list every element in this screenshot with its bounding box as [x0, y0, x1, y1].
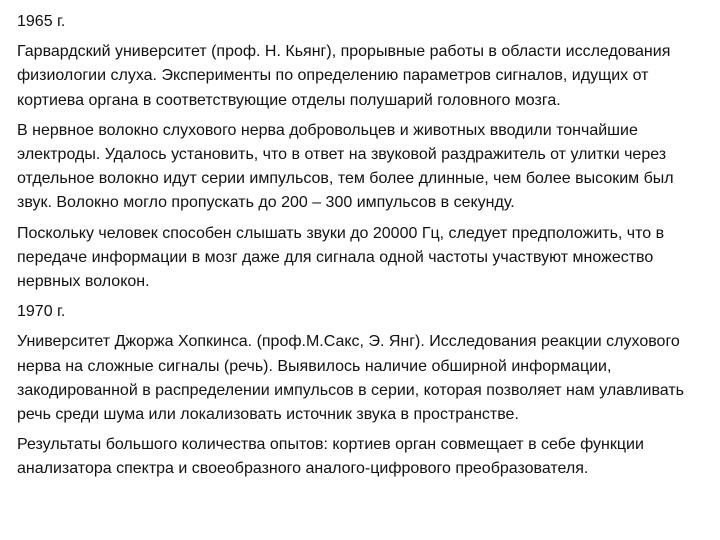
slide-text-body [17, 10, 712, 488]
heading-year-1970: 1970 г. [17, 303, 66, 321]
paragraph-harvard-research: Гарвардский университет (проф. Н. Кьянг), прорывные работы в области исследования физиологии слуха. Эксперименты по определению параметров сигналов, идущих от кортиева органа в соответствующие отделы полушарий головного мозга. [17, 43, 671, 109]
heading-year-1965: 1965 г. [17, 13, 66, 30]
paragraph-hopkins-research: Университет Джоржа Хопкинса. (проф.М.Сакс, Э. Янг). Исследования реакции слухового нерва на сложные сигналы (речь). Выявилось наличие обширной информации, закодированной в распределении импульсов в серии, которая позволяет нам улавливать речь среди шума или локализовать источник звука в пространстве. [17, 333, 685, 424]
paragraph-results: Результаты большого количества опытов: кортиев орган совмещает в себе функции анализатора спектра и своеобразного аналого-цифрового преобразователя. [17, 436, 644, 478]
paragraph-hearing-range: Поскольку человек способен слышать звуки до 20000 Гц, следует предположить, что в передаче информации в мозг даже для сигнала одной частоты участвуют множество нервных волокон. [17, 224, 665, 291]
paragraph-electrodes-experiment: В нервное волокно слухового нерва добровольцев и животных вводили тончайшие электроды. Удалось установить, что в ответ на звуковой раздражитель от улитки через отдельное волокно идут серии импульсов, тем более длинные, чем более высоким был звук. Волокно могло пропускать до 200 – 300 импульсов в секунду. [17, 121, 674, 212]
